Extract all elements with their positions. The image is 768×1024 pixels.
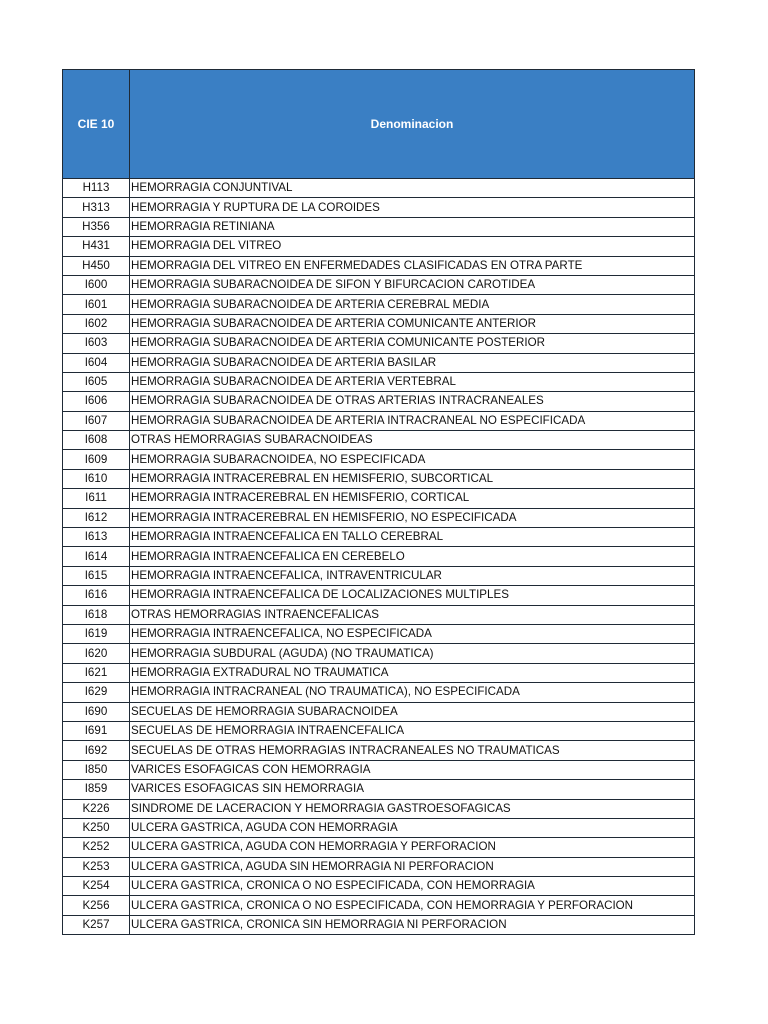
table-row: [63, 721, 695, 740]
description-cell: VARICES ESOFAGICAS SIN HEMORRAGIA: [130, 780, 695, 799]
description-cell: SECUELAS DE HEMORRAGIA INTRAENCEFALICA: [130, 721, 695, 740]
table-row: [63, 392, 695, 411]
description-cell: HEMORRAGIA INTRAENCEFALICA EN CEREBELO: [130, 547, 695, 566]
table-row: [63, 838, 695, 857]
description-cell: HEMORRAGIA DEL VITREO: [130, 237, 695, 256]
cie10-code-cell: I692: [63, 741, 130, 760]
description-cell: HEMORRAGIA SUBARACNOIDEA DE OTRAS ARTERIAS INTRACRANEALES: [130, 392, 695, 411]
table-row: [63, 295, 695, 314]
table-row: [63, 528, 695, 547]
cie10-code-cell: H313: [63, 198, 130, 217]
table-row: [63, 896, 695, 915]
description-cell: OTRAS HEMORRAGIAS SUBARACNOIDEAS: [130, 431, 695, 450]
table-row: [63, 877, 695, 896]
description-cell: HEMORRAGIA SUBARACNOIDEA DE ARTERIA BASILAR: [130, 353, 695, 372]
table-row: [63, 489, 695, 508]
table-row: [63, 818, 695, 837]
cie10-code-cell: H450: [63, 256, 130, 275]
table-row: [63, 644, 695, 663]
description-cell: HEMORRAGIA SUBARACNOIDEA DE ARTERIA CEREBRAL MEDIA: [130, 295, 695, 314]
table-row: [63, 683, 695, 702]
cie10-codes-table: [62, 69, 695, 935]
table-row: [63, 663, 695, 682]
description-cell: HEMORRAGIA SUBARACNOIDEA, NO ESPECIFICADA: [130, 450, 695, 469]
table-row: [63, 334, 695, 353]
cie10-code-cell: I620: [63, 644, 130, 663]
table-row: [63, 372, 695, 391]
table-row: [63, 741, 695, 760]
cie10-code-cell: I610: [63, 469, 130, 488]
description-cell: ULCERA GASTRICA, CRONICA O NO ESPECIFICADA, CON HEMORRAGIA: [130, 877, 695, 896]
description-cell: OTRAS HEMORRAGIAS INTRAENCEFALICAS: [130, 605, 695, 624]
table-row: [63, 508, 695, 527]
description-cell: HEMORRAGIA EXTRADURAL NO TRAUMATICA: [130, 663, 695, 682]
table-row: [63, 314, 695, 333]
description-cell: ULCERA GASTRICA, CRONICA O NO ESPECIFICADA, CON HEMORRAGIA Y PERFORACION: [130, 896, 695, 915]
description-cell: HEMORRAGIA RETINIANA: [130, 217, 695, 236]
cie10-code-cell: I604: [63, 353, 130, 372]
cie10-code-cell: I615: [63, 566, 130, 585]
table-row: [63, 431, 695, 450]
cie10-code-cell: I691: [63, 721, 130, 740]
cie10-code-cell: I621: [63, 663, 130, 682]
cie10-code-cell: I605: [63, 372, 130, 391]
column-header-description: Denominacion: [130, 70, 695, 179]
cie10-code-cell: H356: [63, 217, 130, 236]
description-cell: HEMORRAGIA INTRAENCEFALICA EN TALLO CEREBRAL: [130, 528, 695, 547]
description-cell: HEMORRAGIA SUBARACNOIDEA DE ARTERIA VERTEBRAL: [130, 372, 695, 391]
description-cell: HEMORRAGIA Y RUPTURA DE LA COROIDES: [130, 198, 695, 217]
table-row: [63, 217, 695, 236]
table-row: [63, 780, 695, 799]
table-body: [63, 179, 695, 935]
table-row: [63, 275, 695, 294]
description-cell: SECUELAS DE OTRAS HEMORRAGIAS INTRACRANEALES NO TRAUMATICAS: [130, 741, 695, 760]
description-cell: ULCERA GASTRICA, AGUDA SIN HEMORRAGIA NI PERFORACION: [130, 857, 695, 876]
cie10-code-cell: I606: [63, 392, 130, 411]
description-cell: HEMORRAGIA INTRACEREBRAL EN HEMISFERIO, NO ESPECIFICADA: [130, 508, 695, 527]
cie10-code-cell: I609: [63, 450, 130, 469]
table-row: [63, 799, 695, 818]
description-cell: HEMORRAGIA INTRAENCEFALICA DE LOCALIZACIONES MULTIPLES: [130, 586, 695, 605]
cie10-code-cell: H431: [63, 237, 130, 256]
table-row: [63, 237, 695, 256]
cie10-code-cell: I859: [63, 780, 130, 799]
cie10-code-cell: I690: [63, 702, 130, 721]
description-cell: HEMORRAGIA SUBARACNOIDEA DE SIFON Y BIFURCACION CAROTIDEA: [130, 275, 695, 294]
cie10-code-cell: K256: [63, 896, 130, 915]
table-row: [63, 702, 695, 721]
cie10-code-cell: I850: [63, 760, 130, 779]
cie10-code-cell: I614: [63, 547, 130, 566]
description-cell: HEMORRAGIA SUBARACNOIDEA DE ARTERIA INTRACRANEAL NO ESPECIFICADA: [130, 411, 695, 430]
description-cell: HEMORRAGIA SUBARACNOIDEA DE ARTERIA COMUNICANTE ANTERIOR: [130, 314, 695, 333]
table-row: [63, 450, 695, 469]
cie10-code-cell: I608: [63, 431, 130, 450]
cie10-code-cell: I603: [63, 334, 130, 353]
spreadsheet-page: [62, 69, 694, 935]
cie10-code-cell: I616: [63, 586, 130, 605]
table-row: [63, 411, 695, 430]
cie10-code-cell: K226: [63, 799, 130, 818]
description-cell: HEMORRAGIA DEL VITREO EN ENFERMEDADES CLASIFICADAS EN OTRA PARTE: [130, 256, 695, 275]
cie10-code-cell: I611: [63, 489, 130, 508]
cie10-code-cell: K254: [63, 877, 130, 896]
cie10-code-cell: I601: [63, 295, 130, 314]
column-header-code: CIE 10: [63, 70, 130, 179]
description-cell: HEMORRAGIA INTRAENCEFALICA, NO ESPECIFICADA: [130, 624, 695, 643]
description-cell: SINDROME DE LACERACION Y HEMORRAGIA GASTROESOFAGICAS: [130, 799, 695, 818]
description-cell: HEMORRAGIA INTRACEREBRAL EN HEMISFERIO, SUBCORTICAL: [130, 469, 695, 488]
table-row: [63, 760, 695, 779]
table-row: [63, 566, 695, 585]
table-header-row: [63, 70, 695, 179]
table-row: [63, 586, 695, 605]
cie10-code-cell: I607: [63, 411, 130, 430]
cie10-code-cell: I600: [63, 275, 130, 294]
description-cell: ULCERA GASTRICA, AGUDA CON HEMORRAGIA Y PERFORACION: [130, 838, 695, 857]
cie10-code-cell: K257: [63, 915, 130, 934]
table-row: [63, 915, 695, 934]
description-cell: HEMORRAGIA INTRACRANEAL (NO TRAUMATICA), NO ESPECIFICADA: [130, 683, 695, 702]
cie10-code-cell: I618: [63, 605, 130, 624]
description-cell: HEMORRAGIA CONJUNTIVAL: [130, 179, 695, 198]
cie10-code-cell: I602: [63, 314, 130, 333]
table-row: [63, 857, 695, 876]
table-row: [63, 547, 695, 566]
description-cell: ULCERA GASTRICA, CRONICA SIN HEMORRAGIA NI PERFORACION: [130, 915, 695, 934]
description-cell: ULCERA GASTRICA, AGUDA CON HEMORRAGIA: [130, 818, 695, 837]
cie10-code-cell: K253: [63, 857, 130, 876]
description-cell: HEMORRAGIA INTRAENCEFALICA, INTRAVENTRICULAR: [130, 566, 695, 585]
description-cell: VARICES ESOFAGICAS CON HEMORRAGIA: [130, 760, 695, 779]
description-cell: SECUELAS DE HEMORRAGIA SUBARACNOIDEA: [130, 702, 695, 721]
cie10-code-cell: K252: [63, 838, 130, 857]
table-row: [63, 353, 695, 372]
table-row: [63, 179, 695, 198]
cie10-code-cell: I629: [63, 683, 130, 702]
table-row: [63, 198, 695, 217]
table-row: [63, 256, 695, 275]
cie10-code-cell: H113: [63, 179, 130, 198]
description-cell: HEMORRAGIA SUBARACNOIDEA DE ARTERIA COMUNICANTE POSTERIOR: [130, 334, 695, 353]
cie10-code-cell: I613: [63, 528, 130, 547]
description-cell: HEMORRAGIA SUBDURAL (AGUDA) (NO TRAUMATICA): [130, 644, 695, 663]
cie10-code-cell: I612: [63, 508, 130, 527]
table-row: [63, 469, 695, 488]
cie10-code-cell: I619: [63, 624, 130, 643]
description-cell: HEMORRAGIA INTRACEREBRAL EN HEMISFERIO, CORTICAL: [130, 489, 695, 508]
cie10-code-cell: K250: [63, 818, 130, 837]
table-row: [63, 624, 695, 643]
table-row: [63, 605, 695, 624]
